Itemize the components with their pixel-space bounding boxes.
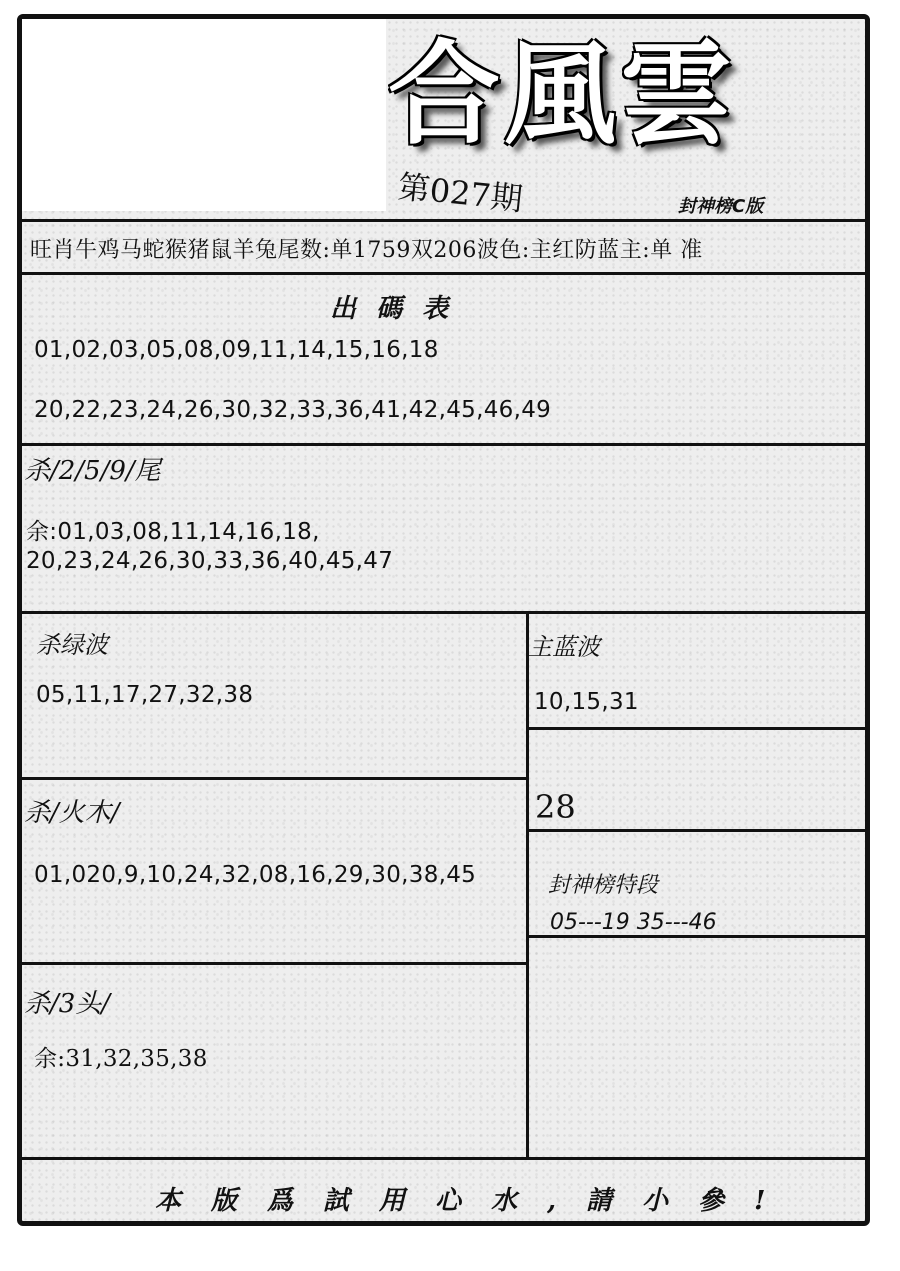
special-section-label: 封神榜特段	[548, 873, 659, 898]
kill-fire-wood-label: 杀/火木/	[24, 798, 120, 828]
main-blue-numbers: 10,15,31	[534, 689, 639, 715]
divider-kill-tail	[22, 611, 865, 614]
draw-table-row-2: 20,22,23,24,26,30,32,33,36,41,42,45,46,49	[34, 397, 552, 423]
divider-vertical	[526, 611, 529, 1160]
page-title: 合風雲	[388, 29, 736, 160]
kill-head-label: 杀/3头/	[24, 989, 111, 1019]
divider-draw-table	[22, 443, 865, 446]
special-section-range: 05---19 35---46	[550, 910, 717, 935]
issue-number: 第027期	[396, 167, 525, 219]
divider-info	[22, 272, 865, 275]
divider-header	[22, 219, 865, 222]
single-number: 28	[535, 788, 576, 826]
kill-green-numbers: 05,11,17,27,32,38	[36, 682, 254, 708]
divider-main-blue	[529, 727, 865, 730]
divider-single-number	[529, 829, 865, 832]
divider-special-section	[529, 935, 865, 938]
main-blue-label: 主蓝波	[528, 633, 600, 661]
divider-footer	[22, 1157, 865, 1160]
divider-kill-fire-wood	[22, 962, 526, 965]
kill-tail-remaining-2: 20,23,24,26,30,33,36,40,45,47	[26, 548, 394, 574]
kill-green-label: 杀绿波	[36, 631, 108, 659]
divider-kill-green	[22, 777, 526, 780]
info-line: 旺肖牛鸡马蛇猴猪鼠羊兔尾数:单1759双206波色:主红防蓝主:单 准	[30, 238, 703, 263]
kill-tail-remaining-1: 余:01,03,08,11,14,16,18,	[26, 519, 320, 545]
edition-label: 封神榜C版	[678, 196, 764, 217]
kill-tail-label: 杀/2/5/9/尾	[24, 456, 161, 486]
kill-fire-wood-numbers: 01,020,9,10,24,32,08,16,29,30,38,45	[34, 862, 477, 888]
blank-corner	[22, 19, 386, 211]
footer-note: 本版爲試用心水,請小參!	[155, 1186, 796, 1216]
kill-head-numbers: 余:31,32,35,38	[34, 1046, 208, 1072]
draw-table-row-1: 01,02,03,05,08,09,11,14,15,16,18	[34, 337, 439, 363]
draw-table-title: 出碼表	[330, 294, 469, 324]
